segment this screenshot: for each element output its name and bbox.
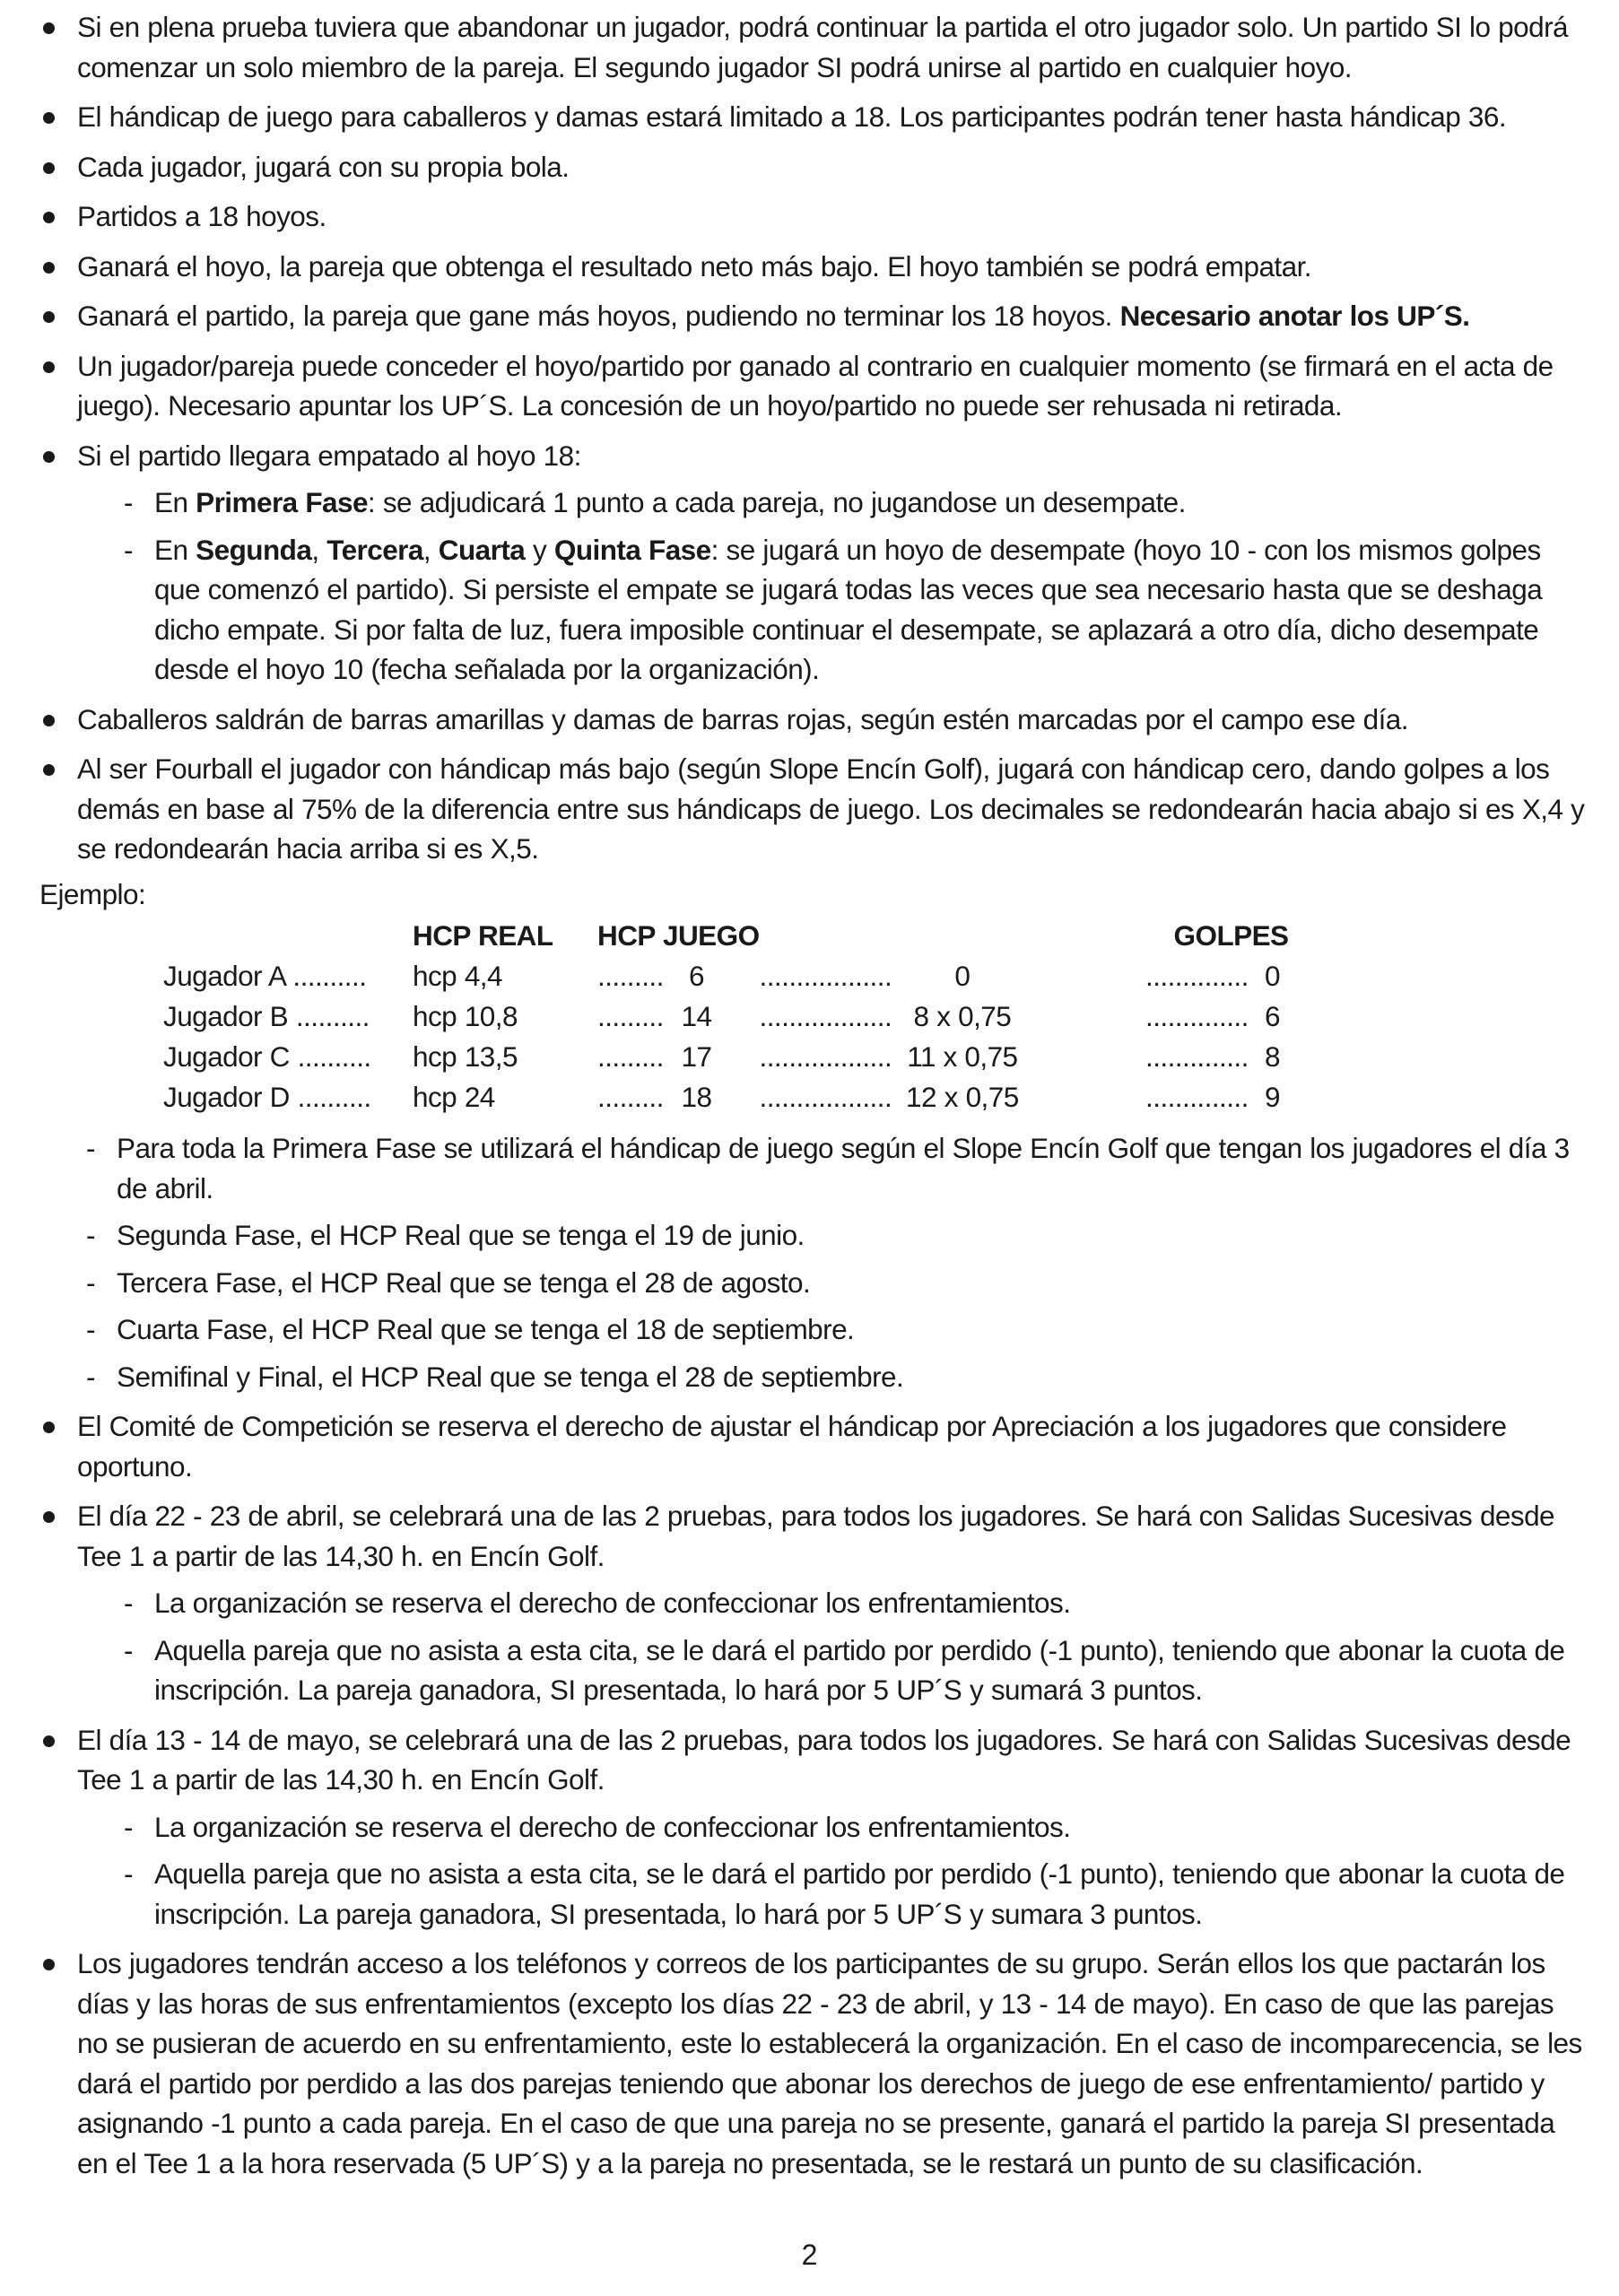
rule-telefonos bbox=[39, 1944, 1591, 2183]
golpes-value: 0 bbox=[1265, 960, 1281, 993]
text-normal: En bbox=[154, 486, 196, 518]
header-hcp-real: HCP REAL bbox=[413, 919, 553, 952]
leader-dots: .......... bbox=[295, 1000, 370, 1033]
cell-hcp-real bbox=[413, 996, 597, 1037]
header-empty bbox=[163, 916, 413, 956]
rule-text: El hándicap de juego para caballeros y damas estará limitado a 18. Los participantes podrán tener hasta hándicap 36. bbox=[77, 100, 1507, 133]
rule-text: Si en plena prueba tuviera que abandonar un jugador, podrá continuar la partida el otro jugador solo. Un partido SI lo podrá comenzar un solo miembro de la pareja. El segundo jugador SI podrá unirse al partido en cualquier hoyo. bbox=[77, 11, 1568, 83]
text-bold: Tercera bbox=[326, 533, 423, 566]
text-normal: , bbox=[422, 533, 439, 566]
rule-text: El día 22 - 23 de abril, se celebrará una de las 2 pruebas, para todos los jugadores. Se hará con Salidas Sucesivas desde Tee 1 a partir de las 14,30 h. en Encín Golf. bbox=[77, 1500, 1555, 1572]
cell-golpes bbox=[1083, 1077, 1289, 1118]
header-empty bbox=[760, 916, 1083, 956]
rule-text-normal: Ganará el partido, la pareja que gane más hoyos, pudiendo no terminar los 18 hoyos. bbox=[77, 300, 1120, 332]
cell-calc bbox=[760, 1077, 1083, 1118]
hcp-juego-value: 14 bbox=[681, 1000, 712, 1033]
cell-hcp-juego bbox=[597, 1077, 760, 1118]
example-label: Ejemplo: bbox=[39, 877, 146, 910]
leader-dots: ......... bbox=[597, 960, 664, 993]
rule-text: El día 13 - 14 de mayo, se celebrará una de las 2 pruebas, para todos los jugadores. Se hará con Salidas Sucesivas desde Tee 1 a partir de las 14,30 h. en Encín Golf. bbox=[77, 1723, 1571, 1796]
leader-dots: .............. bbox=[1145, 1081, 1249, 1114]
cell-golpes bbox=[1083, 1037, 1289, 1077]
hcp-juego-value: 17 bbox=[681, 1040, 712, 1074]
hcp-juego-value: 18 bbox=[681, 1081, 712, 1114]
cell-hcp-juego bbox=[597, 1037, 760, 1077]
rule-abril-sub1: - La organización se reserva el derecho de confeccionar los enfrentamientos. bbox=[77, 1583, 1591, 1623]
rule-fourball bbox=[39, 749, 1591, 869]
rule-text: Un jugador/pareja puede conceder el hoyo/partido por ganado al contrario en cualquier momento (se firmará en el acta de juego). Necesario apuntar los UP´S. La concesión de un hoyo/partido no puede ser rehusada ni retirada. bbox=[77, 349, 1554, 422]
text-bold: Quinta Fase bbox=[553, 533, 711, 566]
handicap-example-table bbox=[163, 916, 1289, 1118]
cell-jugador bbox=[163, 996, 413, 1037]
fase-tercera: - Tercera Fase, el HCP Real que se tenga el 28 de agosto. bbox=[39, 1263, 1591, 1303]
rule-barras bbox=[39, 700, 1591, 740]
text-normal: : se adjudicará 1 punto a cada pareja, no jugandose un desempate. bbox=[367, 486, 1186, 518]
text-normal: , bbox=[311, 533, 327, 566]
cell-golpes bbox=[1083, 956, 1289, 996]
cell-calc bbox=[760, 956, 1083, 996]
rule-mayo-sub1: - La organización se reserva el derecho de confeccionar los enfrentamientos. bbox=[77, 1807, 1591, 1848]
hcp-real-value: hcp 4,4 bbox=[413, 960, 502, 993]
rule-text bbox=[77, 296, 1591, 336]
rule-handicap-limite bbox=[39, 97, 1591, 137]
jugador-name: Jugador D bbox=[163, 1081, 290, 1114]
rule-abril-sub2: - Aquella pareja que no asista a esta cita, se le dará el partido por perdido (-1 punto), teniendo que abonar la cuota de inscripción. La pareja ganadora, SI presentada, lo hará por 5 UP´S y sumará 3 puntos. bbox=[77, 1631, 1591, 1710]
header-golpes: GOLPES bbox=[1173, 919, 1289, 952]
leader-dots: .............. bbox=[1145, 1000, 1249, 1033]
text-bold: Segunda bbox=[196, 533, 312, 566]
calc-value: 0 bbox=[954, 960, 971, 993]
rule-text: Si el partido llegara empatado al hoyo 18: bbox=[77, 439, 581, 472]
leader-dots: .............. bbox=[1145, 960, 1249, 993]
rule-text: Los jugadores tendrán acceso a los teléfonos y correos de los participantes de su grupo. Serán ellos los que pactarán los días y las horas de sus enfrentamientos (excepto los días 22 - 23 de abril, y 13 - 14 de mayo). En caso de que las parejas no se pusieran de acuerdo en su enfrentamiento, este lo establecerá la organización. En el caso de incomparecencia, se les dará el partido por perdido a las dos parejas teniendo que abonar los derechos de juego de ese enfrentamiento/ partido y asignando -1 punto a cada pareja. En el caso de que una pareja no se presente, ganará el partido la pareja SI presentada en el Tee 1 a la hora reservada (5 UP´S) y a la pareja no presentada, se le restará un punto de su clasificación. bbox=[77, 1947, 1582, 2179]
jugador-name: Jugador C bbox=[163, 1040, 290, 1074]
cell-calc bbox=[760, 1037, 1083, 1077]
calc-value: 8 x 0,75 bbox=[913, 1000, 1012, 1033]
rule-abril bbox=[39, 1496, 1591, 1710]
calc-value: 11 x 0,75 bbox=[907, 1040, 1018, 1074]
cell-jugador bbox=[163, 956, 413, 996]
fase-primera: - Para toda la Primera Fase se utilizará el hándicap de juego según el Slope Encín Golf que tengan los jugadores el día 3 de abril. bbox=[39, 1128, 1591, 1208]
rule-ganar-partido bbox=[39, 296, 1591, 336]
cell-hcp-real bbox=[413, 1037, 597, 1077]
rule-abandono bbox=[39, 7, 1591, 87]
table-row bbox=[163, 996, 1289, 1037]
jugador-name: Jugador A bbox=[163, 960, 285, 993]
rules-page bbox=[39, 7, 1591, 2193]
rule-mayo-sub2: - Aquella pareja que no asista a esta cita, se le dará el partido por perdido (-1 punto), teniendo que abonar la cuota de inscripción. La pareja ganadora, SI presentada, lo hará por 5 UP´S y sumara 3 puntos. bbox=[77, 1854, 1591, 1934]
leader-dots: .................. bbox=[759, 1081, 892, 1114]
text-normal: En bbox=[154, 533, 196, 566]
hcp-real-value: hcp 24 bbox=[413, 1081, 495, 1114]
rule-empate-primera-fase bbox=[77, 483, 1591, 523]
cell-jugador bbox=[163, 1037, 413, 1077]
rule-text: Cada jugador, jugará con su propia bola. bbox=[77, 150, 570, 183]
table-row bbox=[163, 1077, 1289, 1118]
rule-ganar-hoyo bbox=[39, 247, 1591, 287]
fase-segunda: - Segunda Fase, el HCP Real que se tenga el 19 de junio. bbox=[39, 1215, 1591, 1256]
leader-dots: .................. bbox=[759, 1000, 892, 1033]
rule-text: Caballeros saldrán de barras amarillas y damas de barras rojas, según estén marcadas por el campo ese día. bbox=[77, 702, 1408, 735]
cell-calc bbox=[760, 996, 1083, 1037]
leader-dots: .................. bbox=[759, 1040, 892, 1074]
table-header-row bbox=[163, 916, 1289, 956]
rule-empate bbox=[39, 436, 1591, 690]
fase-semifinal-final: - Semifinal y Final, el HCP Real que se tenga el 28 de septiembre. bbox=[39, 1357, 1591, 1397]
fases-list bbox=[39, 1128, 1591, 1396]
rule-conceder bbox=[39, 346, 1591, 426]
leader-dots: .......... bbox=[297, 1081, 371, 1114]
text-bold: Cuarta bbox=[438, 533, 526, 566]
rule-text: Ganará el hoyo, la pareja que obtenga el resultado neto más bajo. El hoyo también se podrá empatar. bbox=[77, 249, 1311, 283]
jugador-name: Jugador B bbox=[163, 1000, 289, 1033]
table-row bbox=[163, 1037, 1289, 1077]
cell-golpes bbox=[1083, 996, 1289, 1037]
hcp-juego-value: 6 bbox=[689, 960, 705, 993]
rule-text: Al ser Fourball el jugador con hándicap más bajo (según Slope Encín Golf), jugará con hándicap cero, dando golpes a los demás en base al 75% de la diferencia entre sus hándicaps de juego. Los decimales se redondearán hacia abajo si es X,4 y se redondearán hacia arriba si es X,5. bbox=[77, 752, 1585, 865]
hcp-real-value: hcp 10,8 bbox=[413, 1000, 518, 1033]
leader-dots: .............. bbox=[1145, 1040, 1249, 1074]
text-bold: Primera Fase bbox=[196, 486, 368, 518]
hcp-real-value: hcp 13,5 bbox=[413, 1040, 518, 1074]
header-hcp-juego: HCP JUEGO bbox=[597, 919, 760, 952]
rule-text: El Comité de Competición se reserva el derecho de ajustar el hándicap por Apreciación a los jugadores que considere oportuno. bbox=[77, 1410, 1507, 1483]
leader-dots: ......... bbox=[597, 1040, 664, 1074]
leader-dots: .......... bbox=[297, 1040, 371, 1074]
rule-text: Partidos a 18 hoyos. bbox=[77, 200, 326, 232]
cell-hcp-juego bbox=[597, 996, 760, 1037]
calc-value: 12 x 0,75 bbox=[906, 1081, 1019, 1114]
rule-mayo bbox=[39, 1720, 1591, 1935]
text-normal: y bbox=[525, 533, 554, 566]
cell-hcp-juego bbox=[597, 956, 760, 996]
rule-bola bbox=[39, 147, 1591, 187]
fase-cuarta: - Cuarta Fase, el HCP Real que se tenga el 18 de septiembre. bbox=[39, 1309, 1591, 1350]
rule-empate-otras-fases bbox=[77, 530, 1591, 690]
cell-hcp-real bbox=[413, 956, 597, 996]
rule-comite bbox=[39, 1406, 1591, 1486]
leader-dots: .......... bbox=[292, 960, 367, 993]
text-normal: : se jugará un hoyo de desempate (hoyo 10 - con los mismos golpes que comenzó el partido). Si persiste el empate se jugará todas las veces que sea necesario hasta que se deshaga dicho empate. Si por falta de luz, fuera imposible continuar el desempate, se aplazará a otro día, dicho desempate desde el hoyo 10 (fecha señalada por la organización). bbox=[154, 533, 1543, 685]
cell-hcp-real bbox=[413, 1077, 597, 1118]
golpes-value: 6 bbox=[1265, 1000, 1281, 1033]
rule-text-bold: Necesario anotar los UP´S. bbox=[1119, 300, 1470, 332]
cell-jugador bbox=[163, 1077, 413, 1118]
rule-hoyos bbox=[39, 196, 1591, 237]
table-row bbox=[163, 956, 1289, 996]
leader-dots: ......... bbox=[597, 1081, 664, 1114]
golpes-value: 9 bbox=[1265, 1081, 1281, 1114]
page-number: 2 bbox=[801, 2239, 818, 2271]
leader-dots: .................. bbox=[759, 960, 892, 993]
leader-dots: ......... bbox=[597, 1000, 664, 1033]
golpes-value: 8 bbox=[1265, 1040, 1281, 1074]
